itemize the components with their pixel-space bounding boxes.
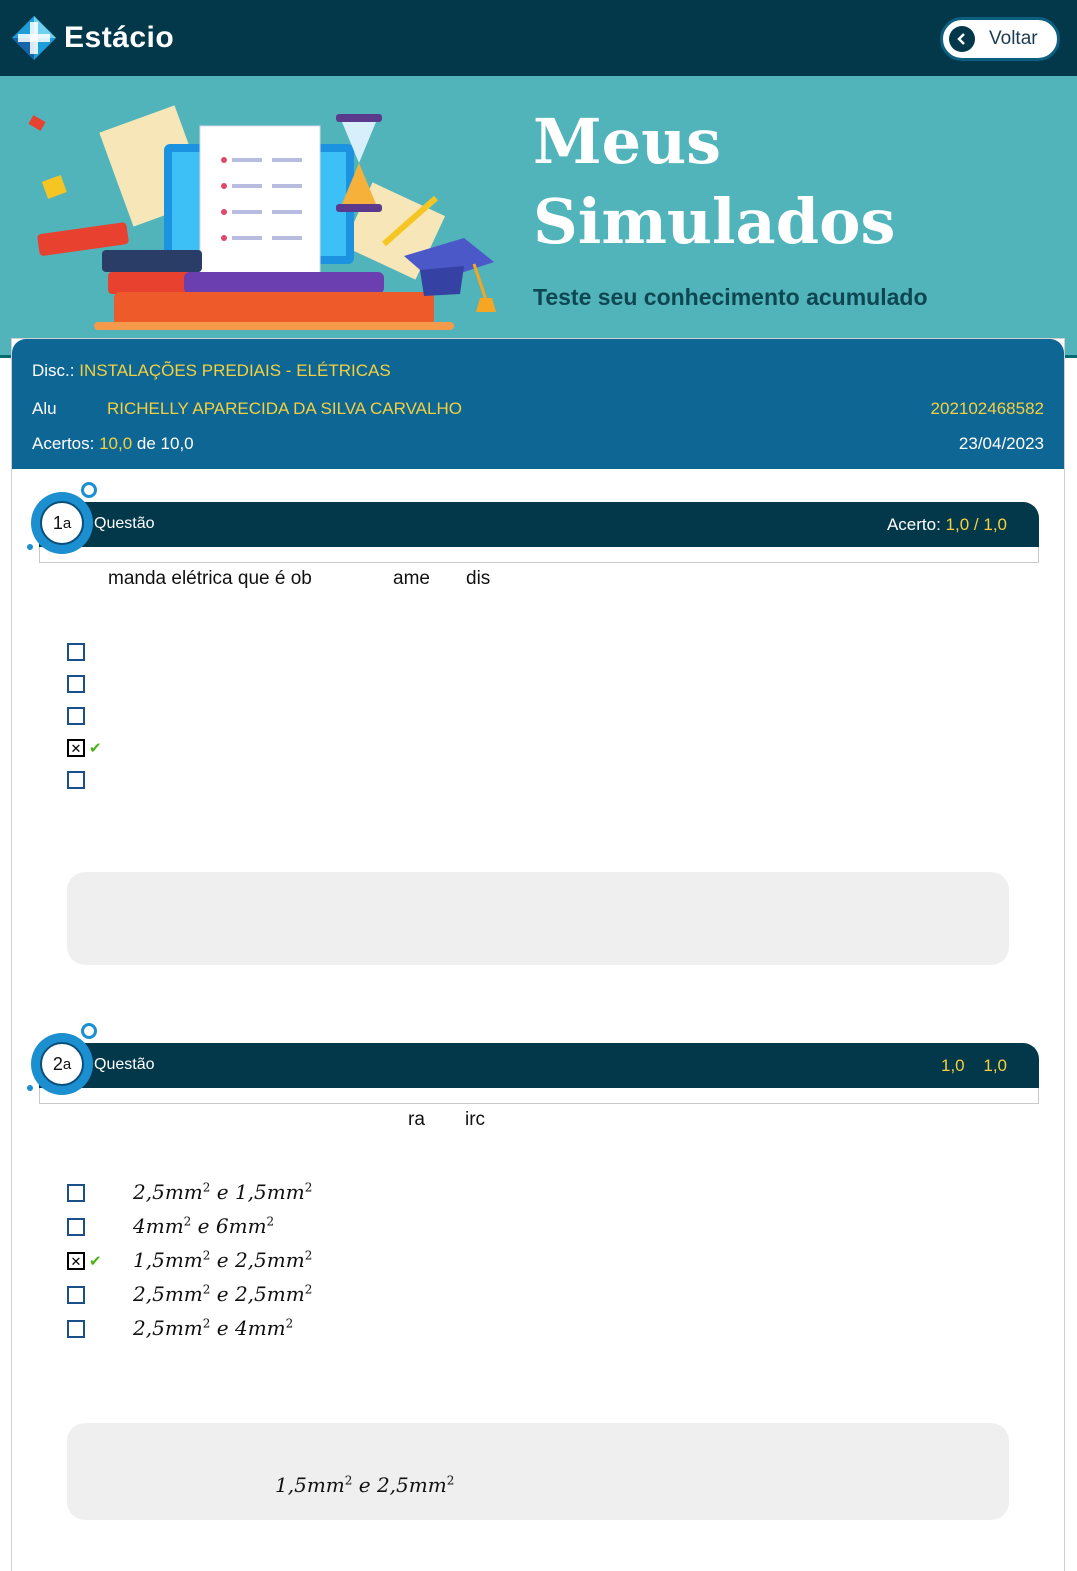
option-text: $2,5mm^2$ e $4mm^2$ (133, 1316, 294, 1340)
question-1-explanation-box (67, 872, 1009, 965)
question-ordinal: a (62, 514, 72, 532)
question-2-number-badge (31, 1033, 93, 1095)
score-separator: / (969, 515, 984, 534)
question-1-header (39, 502, 1039, 547)
option-checkbox[interactable] (67, 771, 85, 789)
option-checkbox[interactable] (67, 1184, 85, 1202)
back-button[interactable] (940, 17, 1060, 61)
student-name: RICHELLY APARECIDA DA SILVA CARVALHO (107, 399, 462, 418)
question-2-header (39, 1043, 1039, 1088)
option-a[interactable] (67, 643, 102, 675)
student-id: 202102468582 (930, 399, 1044, 418)
question-text-fragment: dis (466, 568, 491, 589)
question-1-options (67, 643, 102, 803)
option-checkbox[interactable] (67, 643, 85, 661)
page-title-line1: Meus (533, 105, 722, 178)
study-illustration (24, 86, 514, 336)
score-value: 10,0 (99, 434, 133, 453)
score-total: de 10,0 (136, 434, 194, 453)
option-d[interactable] (67, 1282, 313, 1320)
score-max: 1,0 (983, 1056, 1007, 1075)
question-text-fragment: manda elétrica que é ob (108, 568, 312, 589)
brand-logo[interactable] (10, 14, 174, 62)
question-number: 2 (52, 1053, 63, 1074)
page-title-line2: Simulados (533, 185, 896, 258)
option-checkbox[interactable] (67, 1320, 85, 1338)
discipline-label: Disc.: (32, 361, 75, 380)
question-2-options (67, 1180, 313, 1354)
top-bar (0, 0, 1077, 76)
question-2-divider (39, 1088, 1039, 1104)
estacio-logo-icon (10, 14, 58, 62)
exam-info-panel (12, 339, 1064, 469)
question-text-fragment: irc (465, 1109, 486, 1130)
option-b[interactable] (67, 1214, 275, 1252)
option-checkbox[interactable] (67, 675, 85, 693)
brand-name: Estácio (64, 21, 175, 54)
question-ordinal: a (62, 1055, 72, 1073)
discipline-value: INSTALAÇÕES PREDIAIS - ELÉTRICAS (79, 361, 391, 380)
option-b[interactable] (67, 675, 102, 707)
option-text: $2,5mm^2$ e $2,5mm^2$ (133, 1282, 313, 1306)
score-earned: 1,0 (940, 1056, 965, 1075)
option-d[interactable] (67, 739, 102, 771)
student-row (32, 399, 1044, 419)
chevron-left-icon (949, 26, 975, 52)
score-caption: Acerto: (886, 515, 941, 534)
option-a[interactable] (67, 1180, 313, 1218)
score-max: 1,0 (983, 515, 1007, 534)
correct-check-icon: ✔ (89, 1253, 102, 1270)
score-earned: 1,0 (945, 515, 970, 534)
option-checkbox[interactable] (67, 1286, 85, 1304)
correct-check-icon: ✔ (89, 740, 102, 757)
exam-date: 23/04/2023 (958, 434, 1044, 453)
discipline-row (32, 361, 1044, 381)
option-checkbox[interactable] (67, 707, 85, 725)
option-checkbox[interactable] (67, 1218, 85, 1236)
score-label: Acertos: (32, 434, 95, 453)
question-text-fragment: ame (393, 568, 430, 589)
back-button-label: Voltar (989, 28, 1038, 49)
question-1-number-badge (31, 492, 93, 554)
option-text: $2,5mm^2$ e $1,5mm^2$ (133, 1180, 313, 1204)
option-c[interactable] (67, 1248, 313, 1286)
option-text: $4mm^2$ e $6mm^2$ (133, 1214, 275, 1238)
option-e[interactable] (67, 771, 102, 803)
results-card (11, 338, 1065, 1571)
score-row (32, 434, 1044, 454)
hero-banner (0, 76, 1077, 358)
question-1-divider (39, 547, 1039, 563)
option-c[interactable] (67, 707, 102, 739)
page-subtitle: Teste seu conhecimento acumulado (533, 284, 928, 310)
question-label: Questão (94, 515, 155, 532)
question-score (941, 1056, 1007, 1076)
question-2-explanation-box (67, 1423, 1009, 1520)
page-title (533, 102, 895, 262)
option-e[interactable] (67, 1316, 294, 1354)
student-label: Alu (32, 399, 57, 418)
question-text-fragment: ra (408, 1109, 425, 1130)
question-number: 1 (52, 512, 63, 533)
question-label: Questão (94, 1056, 155, 1073)
option-checkbox-checked[interactable]: ✕ (67, 1252, 85, 1270)
option-text: $1,5mm^2$ e $2,5mm^2$ (133, 1248, 313, 1272)
answer-formula: $1,5mm^2$ e $2,5mm^2$ (275, 1473, 455, 1497)
question-score (887, 515, 1007, 535)
option-checkbox-checked[interactable]: ✕ (67, 739, 85, 757)
